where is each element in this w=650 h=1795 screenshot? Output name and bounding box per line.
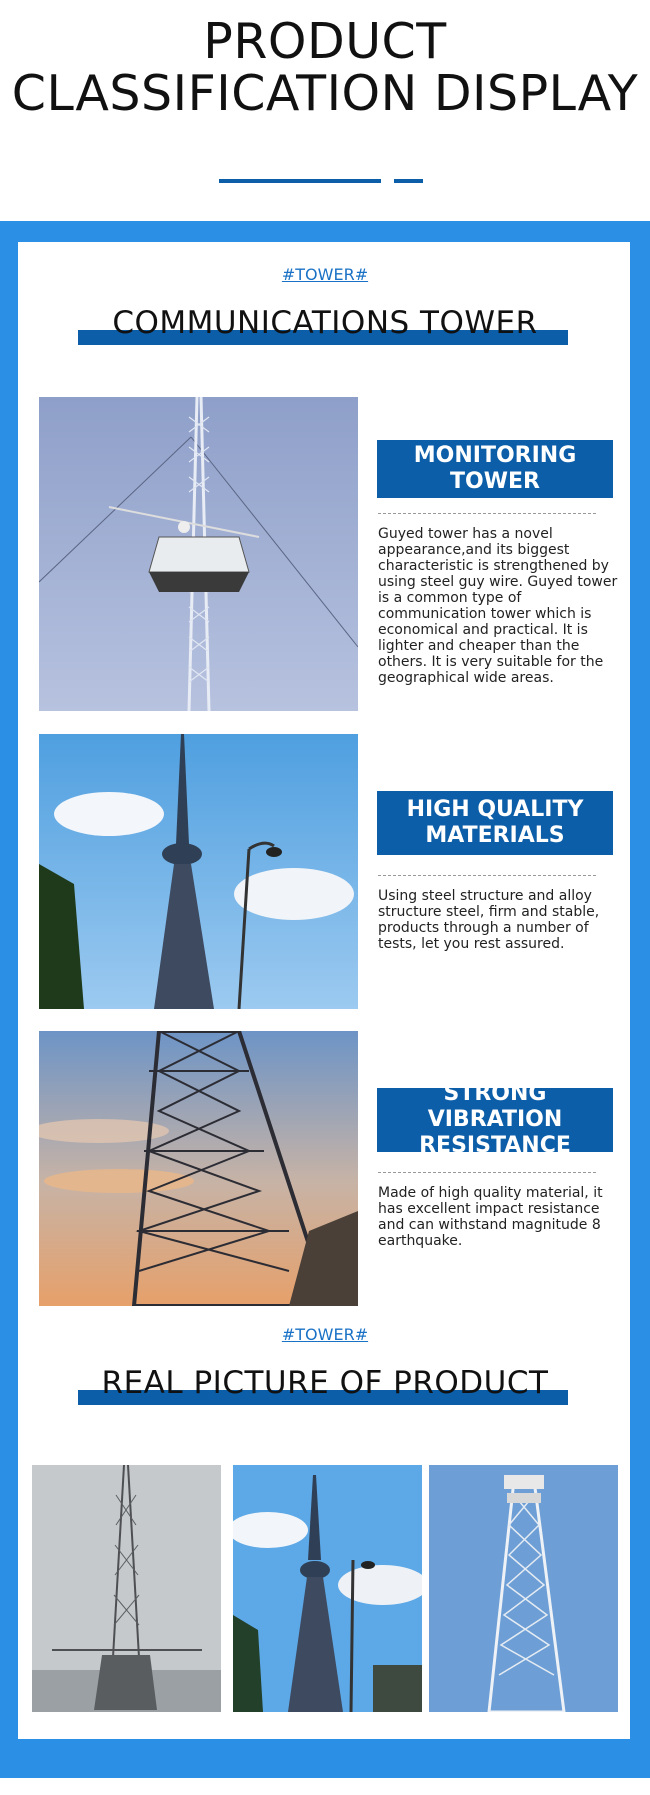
title-underline-short: [394, 179, 423, 183]
feature-label-line1: HIGH QUALITY: [406, 797, 584, 822]
feature-label-line2: TOWER: [450, 469, 540, 494]
title-underline-long: [219, 179, 381, 183]
page-title: [0, 13, 650, 122]
feature-description-3: Made of high quality material, it has excellent impact resistance and can withstand magnitude 8 earthquake.: [378, 1185, 603, 1249]
page-title-line1: PRODUCT: [203, 13, 447, 70]
section-tag-1[interactable]: #TOWER#: [281, 265, 369, 284]
page-title-line2: CLASSIFICATION DISPLAY: [11, 65, 639, 122]
dashed-divider: [378, 875, 596, 876]
section-heading-1: COMMUNICATIONS TOWER: [112, 305, 538, 341]
feature-label-monitoring-tower: [377, 440, 613, 498]
lattice-tower-photo: [39, 1031, 358, 1306]
tv-tower-photo: [39, 734, 358, 1009]
section-heading-2: REAL PICTURE OF PRODUCT: [101, 1365, 549, 1401]
feature-label-high-quality-materials: [377, 791, 613, 855]
guyed-tower-photo: [39, 397, 358, 711]
feature-label-strong-vibration-resistance: [377, 1081, 613, 1158]
section-tag-2[interactable]: #TOWER#: [281, 1325, 369, 1344]
feature-label-line2: RESISTANCE: [419, 1133, 571, 1158]
dashed-divider: [378, 513, 596, 514]
feature-label-line1: MONITORING: [413, 443, 577, 468]
product-photo-lattice-tower: [429, 1465, 618, 1712]
feature-label-line1: STRONG VIBRATION: [427, 1081, 563, 1132]
product-photo-tv-tower: [233, 1465, 422, 1712]
feature-description-1: Guyed tower has a novel appearance,and its biggest characteristic is strengthened by using steel guy wire. Guyed tower is a common type of communication tower which is economical and practical. It is lighter and cheaper than the others. It is very suitable for the geographical wide areas.: [378, 526, 618, 686]
product-photo-sea-tower: [32, 1465, 221, 1712]
dashed-divider: [378, 1172, 596, 1173]
feature-label-line2: MATERIALS: [425, 823, 565, 848]
feature-description-2: Using steel structure and alloy structure steel, firm and stable, products through a number of tests, let you rest assured.: [378, 888, 600, 952]
